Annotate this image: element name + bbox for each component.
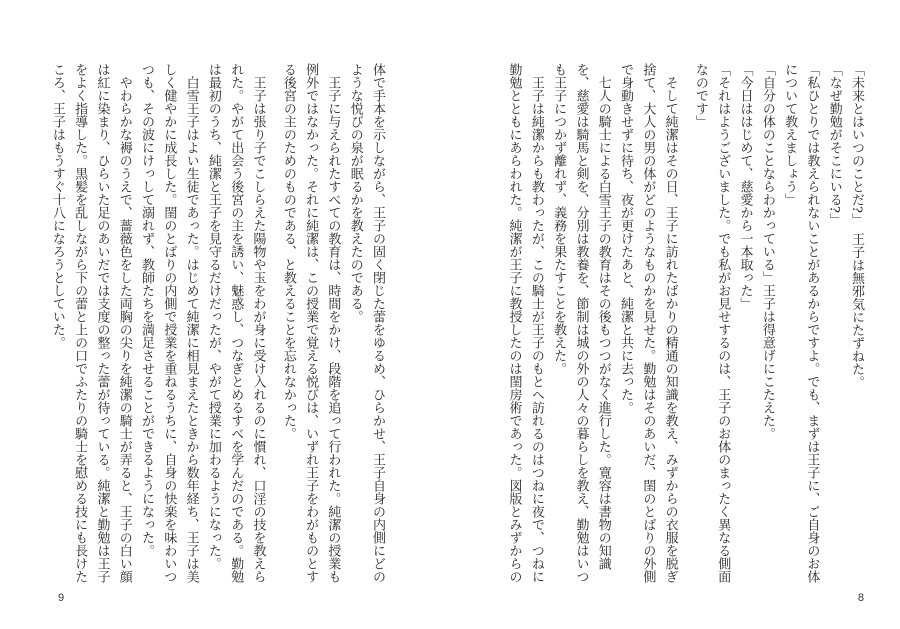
text-line: 「今日ははじめて、慈愛から一本取った」 xyxy=(737,63,753,310)
text-line: も王子につかず離れず、義務を果たすことを教えた。 xyxy=(551,63,567,375)
page-9-text-block xyxy=(46,63,388,585)
text-line: 勤勉とともにあらわれた。純潔が王子に教授したのは閨房術であった。図版とみずからの xyxy=(506,63,522,583)
text-line: ような悦びの泉が眠るかを教えたのである。 xyxy=(347,63,363,323)
text-line: やわらかな褥のうえで、薔薇色をした両胸の尖りを純潔の騎士が弄ると、王子の白い顔 xyxy=(116,63,132,583)
text-line: 王子に与えられたすべての教育は、時間をかけ、段階を追って行われた。純潔の授業も xyxy=(325,63,341,583)
page-8-text-block xyxy=(502,63,867,585)
text-line: 体で手本を示しながら、王子の固く閉じた蕾をゆるめ、ひらかせ、王子自身の内側にどの xyxy=(370,63,385,583)
text-line: 白雪王子はよい生徒であった。はじめて純潔に相見まえたときから数年経ち、王子は美 xyxy=(183,63,199,583)
text-line: なのです」 xyxy=(692,63,708,128)
text-line: 捨て、大人の男の体がどのようなものかを見せた。勤勉はそのあいだ、閨のとばりの外側 xyxy=(640,63,656,583)
text-line: は紅に染まり、ひらいた足のあいだでは支度の整った蕾が待っている。純潔と勤勉は王子 xyxy=(94,63,110,583)
text-line: 「それはようございました。でも私がお見せするのは、王子のお体のまったく異なる側面 xyxy=(715,63,731,583)
page-number-left: 9 xyxy=(58,592,65,604)
text-line: を、慈愛は騎馬と剣を、分別は教養を、節制は城の外の人々の暮らしを教え、勤勉はいつ xyxy=(573,63,589,583)
text-line: をよく指導した。黒髪を乱しながら下の蕾と上の口でふたりの騎士を慰める技にも長けた xyxy=(72,63,88,583)
text-line: しく健やかに成長した。閨のとばりの内側で授業を重ねるうちに、自身の快楽を味わいつ xyxy=(161,63,177,583)
text-line: る後宮の主のためのものである、と教えることを忘れなかった。 xyxy=(280,63,296,440)
text-line: つも、その波にけっして溺れず、教師たちを満足させることができるようになった。 xyxy=(139,63,155,557)
text-line: について教えましょう」 xyxy=(782,63,798,206)
text-line: 例外ではなかった。それに純潔は、この授業で覚える悦びは、いずれ王子をわがものとす xyxy=(303,63,319,583)
text-line: ころ、王子はもうすぐ十八になろうとしていた。 xyxy=(49,63,65,349)
page-number-right: 8 xyxy=(857,592,864,604)
text-line: 「未来とはいつのことだ?」 王子は無邪気にたずねた。 xyxy=(849,63,864,389)
text-line: 王子は張り子でこしらえた陽物や玉をわが身に受け入れるのに慣れ、口淫の技を教えら xyxy=(250,63,266,583)
text-line: で身動きせずに待ち、夜が更けたあと、純潔と共に去った。 xyxy=(618,63,634,414)
text-line: 七人の騎士による白雪王子の教育はその後もつつがなく進行した。寛容は書物の知識 xyxy=(595,63,611,570)
text-line: 「私ひとりでは教えられないことがあるからですよ。でも、まずは王子に、ご自身のお体 xyxy=(804,63,820,583)
text-line: 「なぜ勤勉がそこにいる?」 xyxy=(826,63,842,226)
text-line: 王子は純潔からも教わったが、この騎士が王子のもとへ訪れるのはつねに夜で、つねに xyxy=(528,63,544,583)
text-line: そして純潔はその日、王子に訪れたばかりの精通の知識を教え、みずからの衣服を脱ぎ xyxy=(662,63,678,583)
text-line: は最初のうち、純潔と王子を見守るだけだったが、やがて授業に加わるようになった。 xyxy=(205,63,221,570)
text-line: れた。やがて出会う後宮の主を誘い、魅惑し、つなぎとめるすべを学んだのである。勤勉 xyxy=(228,63,244,583)
text-line: 「自分の体のことならわかっている」王子は得意げにこたえた。 xyxy=(759,63,775,440)
